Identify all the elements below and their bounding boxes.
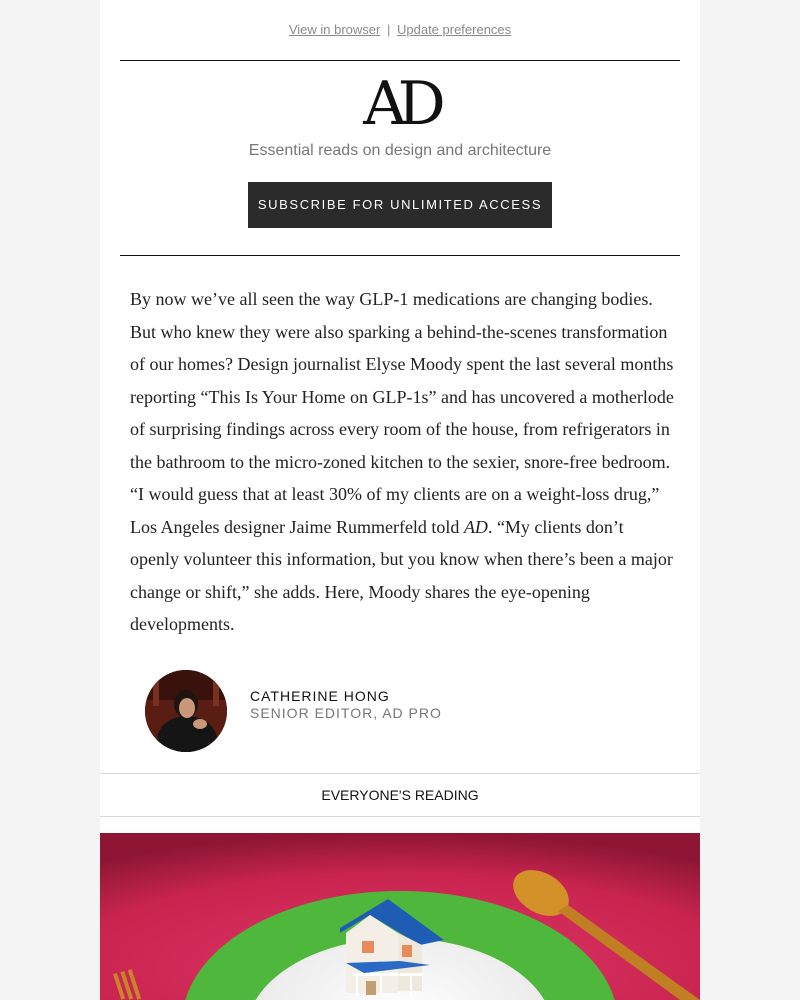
intro-paragraph [130,283,675,641]
featured-article-image[interactable] [100,833,700,1000]
ad-logo[interactable]: AD [363,69,437,139]
view-in-browser-link[interactable]: View in browser [288,22,381,37]
preheader-separator: | [386,22,391,37]
intro-text-part2: . “My clients don’t openly volunteer this information, but you know when there’s been a major change or shift,” she adds. Here, Moody shares the eye-opening developments. [130,516,673,634]
update-preferences-link[interactable]: Update preferences [396,22,512,37]
intro-text-part1: By now we’ve all seen the way GLP-1 medications are changing bodies. But who knew they were also sparking a behind-the-scenes transformation of our homes? Design journalist Elyse Moody spent the last several months reporting “This Is Your Home on GLP-1s” and has uncovered a motherlode of surprising findings across every room of the house, from refrigerators in the bathroom to the micro-zoned kitchen to the sexier, snore-free bedroom. “I would guess that at least 30% of my clients are on a weight-loss drug,” Los Angeles designer Jaime Rummerfeld told [130,289,674,537]
email-container [100,0,700,1000]
intro-publication-name: AD [463,516,488,537]
author-portrait-image [145,670,227,752]
author-name: CATHERINE HONG [250,688,390,704]
author-avatar [145,670,227,752]
tagline: Essential reads on design and architecture [248,142,552,159]
everyones-reading-heading: EVERYONE'S READING [100,773,700,817]
header-bottom-divider [120,255,680,256]
header-top-divider [120,60,680,61]
subscribe-button[interactable]: SUBSCRIBE FOR UNLIMITED ACCESS [248,182,552,228]
house-on-plate-illustration [100,833,700,1000]
preheader [100,22,700,37]
author-title: SENIOR EDITOR, AD PRO [250,705,442,721]
